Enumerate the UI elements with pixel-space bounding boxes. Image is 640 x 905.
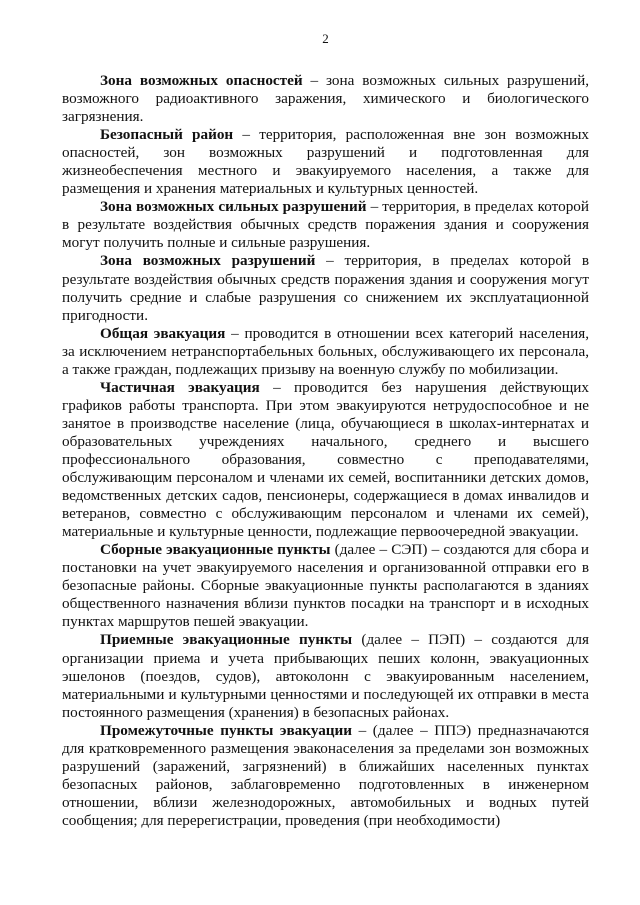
term: Зона возможных сильных разрушений [100, 198, 367, 216]
definition: – территория, расположенная вне зон возможных опасностей, зон возможных разрушений и подготовленная для жизнеобеспечения местного и эвакуируемого населения, а также для размещения и хранения материальных и культурных ценностей. [62, 126, 589, 198]
paragraph-partial-evacuation [62, 379, 589, 541]
definition: (далее – ПЭП) – создаются для организации приема и учета прибывающих пеших колонн, эвакуационных эшелонов (поездов, судов), автоколонн с эвакуированным населением, материальными и культурными ценностями и последующей их отправки в места постоянного размещения (хранения) в безопасных районах. [62, 631, 589, 721]
term: Зона возможных опасностей [100, 72, 303, 89]
definition: – (далее – ППЭ) предназначаются для кратковременного размещения эваконаселения за пределами зон возможных разрушений (заражений, загрязнений) в ближайших населенных пунктах безопасных районов, заблаговременно подготовленных в инженерном отношении, вблизи железнодорожных, автомобильных и водных путей сообщения; для перерегистрации, проведения (при необходимости) [62, 721, 589, 829]
paragraph-severe-destruction-zone [62, 198, 589, 252]
definition: – территория, в пределах которой в результате воздействия обычных средств поражения здания и сооружения могут получить полные и сильные разрушения. [62, 198, 590, 252]
term: Промежуточные пункты эвакуации [100, 721, 353, 739]
paragraph-general-evacuation [62, 325, 589, 379]
definition: – проводится в отношении всех категорий населения, за исключением нетранспортабельных больных, обслуживающего их персонала, а также граждан, подлежащих призыву на военную службу по мобилизации. [62, 324, 589, 378]
paragraph-reception-points [62, 631, 589, 721]
page-number: 2 [322, 31, 329, 46]
term: Приемные эвакуационные пункты [100, 631, 353, 649]
paragraph-destruction-zone [62, 252, 589, 324]
term: Безопасный район [100, 126, 234, 144]
term: Зона возможных разрушений [100, 252, 316, 270]
paragraph-assembly-points [62, 541, 589, 631]
paragraph-safe-area [62, 126, 589, 198]
term: Частичная эвакуация [100, 378, 260, 396]
term: Общая эвакуация [100, 324, 226, 342]
definition: – территория, в пределах которой в результате воздействия обычных средств поражения здания и сооружения могут получить средние и слабые разрушения со снижением их эксплуатационной пригодности. [62, 252, 589, 324]
paragraph-danger-zone [62, 72, 589, 126]
paragraph-intermediate-points [62, 722, 589, 830]
definition: – проводится без нарушения действующих графиков работы транспорта. При этом эвакуируются нетрудоспособное и не занятое в производстве население (лица, обучающиеся в школах-интернатах и образовательных учреждениях начального, среднего и высшего профессионального образования, совместно с преподавателями, обслуживающим персоналом и членами их семей, воспитанники детских домов, ведомственных детских садов, пенсионеры, содержащиеся в домах инвалидов и ветеранов, совместно с обслуживающим персоналом и членами их семей), материальные и культурные ценности, подлежащие первоочередной эвакуации. [62, 378, 589, 541]
definition: (далее – СЭП) – создаются для сбора и постановки на учет эвакуируемого населения и организованной отправки его в безопасные районы. Сборные эвакуационные пункты располагаются в зданиях общественного назначения вблизи пунктов посадки на транспорт и в исходных пунктах маршрутов пешей эвакуации. [62, 541, 589, 631]
term: Сборные эвакуационные пункты [100, 541, 331, 559]
definition: – зона возможных сильных разрушений, возможного радиоактивного заражения, химического и биологического загрязнения. [62, 72, 589, 126]
